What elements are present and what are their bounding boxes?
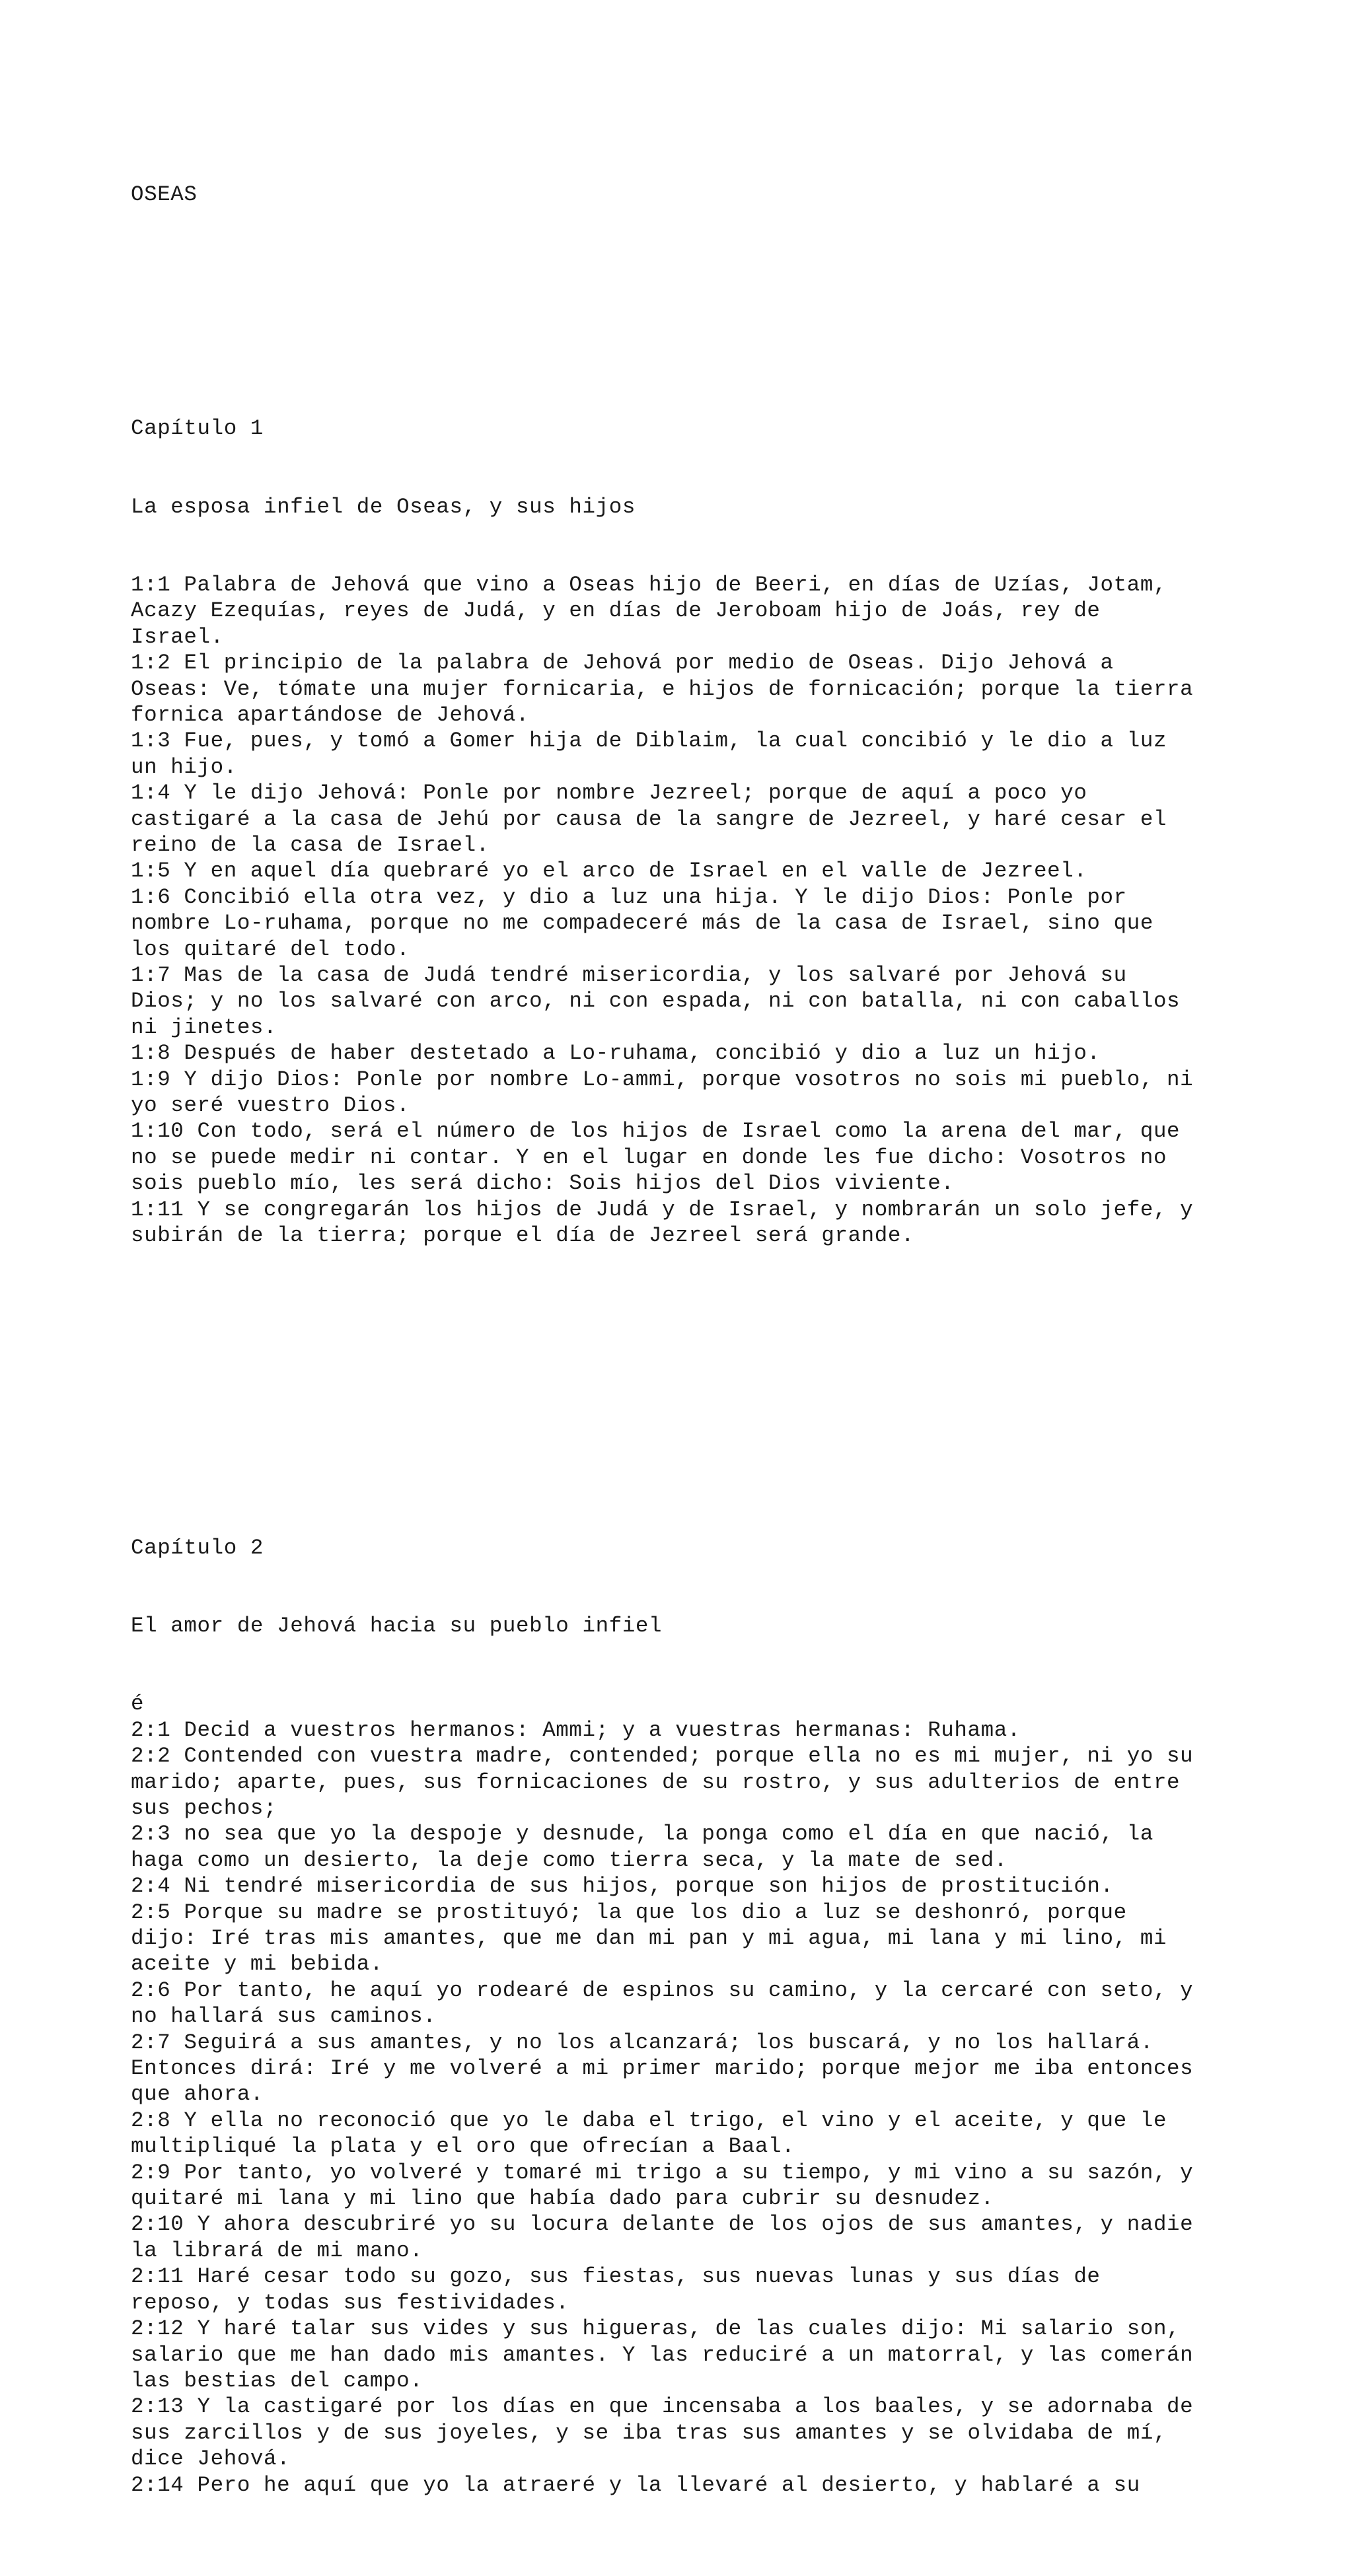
verse-line: las bestias del campo. [131,2368,423,2393]
verse-line: 2:2 Contended con vuestra madre, contended; porque ella no es mi mujer, ni yo su [131,1744,1194,1769]
verse-line: reino de la casa de Israel. [131,832,490,857]
verse-line: 1:11 Y se congregarán los hijos de Judá y de Israel, y nombrarán un solo jefe, y [131,1197,1194,1222]
verse-line: 2:6 Por tanto, he aquí yo rodearé de espinos su camino, y la cercaré con seto, y [131,1978,1194,2003]
verse-line: 1:4 Y le dijo Jehová: Ponle por nombre Jezreel; porque de aquí a poco yo [131,781,1087,806]
verse-line: 2:1 Decid a vuestros hermanos: Ammi; y a vuestras hermanas: Ruhama. [131,1717,1021,1742]
verse-line: sus zarcillos y de sus joyeles, y se iba tras sus amantes y se olvidaba de mí, [131,2420,1167,2445]
verse-line: Israel. [131,624,224,649]
chapter-2 [131,1483,1241,2550]
document-page [131,129,1241,2576]
chapter-verses [131,1691,1241,2498]
verse-line: la librará de mi mano. [131,2238,423,2263]
verse-line: 1:9 Y dijo Dios: Ponle por nombre Lo-ammi, porque vosotros no sois mi pueblo, ni [131,1067,1194,1092]
verse-line: dice Jehová. [131,2447,291,2472]
verse-line: sois pueblo mío, les será dicho: Sois hijos del Dios viviente. [131,1171,955,1196]
verse-line: no hallará sus caminos. [131,2004,437,2029]
verse-line: 2:9 Por tanto, yo volveré y tomaré mi trigo a su tiempo, y mi vino a su sazón, y [131,2160,1194,2185]
verse-line: dijo: Iré tras mis amantes, que me dan mi pan y mi agua, mi lana y mi lino, mi [131,1926,1167,1950]
verse-line: 1:2 El principio de la palabra de Jehová por medio de Oseas. Dijo Jehová a [131,651,1114,676]
verse-line: aceite y mi bebida. [131,1952,383,1977]
verse-line: fornica apartándose de Jehová. [131,702,530,727]
verse-line: subirán de la tierra; porque el día de Jezreel será grande. [131,1223,915,1248]
verse-line: nombre Lo-ruhama, porque no me compadeceré más de la casa de Israel, sino que [131,911,1153,936]
spacer [131,1378,1241,1404]
book-title: OSEAS [131,182,198,207]
verse-line: no se puede medir ni contar. Y en el lugar en donde les fue dicho: Vosotros no [131,1145,1167,1170]
verse-line: 1:5 Y en aquel día quebraré yo el arco de Israel en el valle de Jezreel. [131,859,1087,884]
chapter-verses [131,572,1241,1249]
chapter-heading: Capítulo 2 [131,1535,264,1560]
verse-line: haga como un desierto, la deje como tierra seca, y la mate de sed. [131,1847,1007,1873]
verse-line: 2:13 Y la castigaré por los días en que incensaba a los baales, y se adornaba de [131,2394,1194,2419]
verse-line: 1:8 Después de haber destetado a Lo-ruhama, concibió y dio a luz un hijo. [131,1041,1101,1066]
verse-line: é [131,1692,145,1717]
verse-line: 2:10 Y ahora descubriré yo su locura delante de los ojos de sus amantes, y nadie [131,2212,1194,2237]
verse-line: 2:12 Y haré talar sus vides y sus higueras, de las cuales dijo: Mi salario son, [131,2316,1181,2342]
chapter-heading: Capítulo 1 [131,416,264,441]
verse-line: 2:5 Porque su madre se prostituyó; la que los dio a luz se deshonró, porque [131,1900,1127,1925]
verse-line: 1:10 Con todo, será el número de los hijos de Israel como la arena del mar, que [131,1119,1181,1144]
verse-line: marido; aparte, pues, sus fornicaciones de su rostro, y sus adulterios de entre [131,1770,1181,1795]
verse-line: Dios; y no los salvaré con arco, ni con espada, ni con batalla, ni con caballos [131,989,1181,1014]
verse-line: quitaré mi lana y mi lino que había dado para cubrir su desnudez. [131,2186,994,2211]
chapter-subtitle: La esposa infiel de Oseas, y sus hijos [131,494,636,519]
verse-line: 1:3 Fue, pues, y tomó a Gomer hija de Diblaim, la cual concibió y le dio a luz [131,729,1167,754]
verse-line: Oseas: Ve, tómate una mujer fornicaria, e hijos de fornicación; porque la tierra [131,676,1194,701]
chapter-1 [131,364,1241,1301]
verse-line: sus pechos; [131,1795,277,1820]
verse-line: Entonces dirá: Iré y me volveré a mi primer marido; porque mejor me iba entonces [131,2056,1194,2081]
verse-line: 2:7 Seguirá a sus amantes, y no los alcanzará; los buscará, y no los hallará. [131,2030,1153,2055]
verse-line: ni jinetes. [131,1015,277,1040]
verse-line: 2:14 Pero he aquí que yo la atraeré y la llevaré al desierto, y hablaré a su [131,2472,1140,2497]
verse-line: salario que me han dado mis amantes. Y las reduciré a un matorral, y las comerán [131,2342,1194,2367]
verse-line: un hijo. [131,754,237,779]
verse-line: 1:1 Palabra de Jehová que vino a Oseas hijo de Beeri, en días de Uzías, Jotam, [131,572,1167,597]
verse-line: multipliqué la plata y el oro que ofrecían a Baal. [131,2134,795,2159]
verse-line: los quitaré del todo. [131,937,410,962]
verse-line: 2:11 Haré cesar todo su gozo, sus fiestas, sus nuevas lunas y sus días de [131,2264,1101,2289]
verse-line: 2:8 Y ella no reconoció que yo le daba el trigo, el vino y el aceite, y que le [131,2108,1167,2133]
verse-line: 2:3 no sea que yo la despoje y desnude, la ponga como el día en que nació, la [131,1822,1153,1847]
verse-line: reposo, y todas sus festividades. [131,2290,569,2315]
verse-line: Acazy Ezequías, reyes de Judá, y en días de Jeroboam hijo de Joás, rey de [131,598,1101,624]
verse-line: castigaré a la casa de Jehú por causa de la sangre de Jezreel, y haré cesar el [131,806,1167,832]
spacer [131,260,1241,285]
verse-line: 2:4 Ni tendré misericordia de sus hijos, porque son hijos de prostitución. [131,1874,1114,1899]
verse-line: yo seré vuestro Dios. [131,1093,410,1118]
verse-line: 1:7 Mas de la casa de Judá tendré misericordia, y los salvaré por Jehová su [131,962,1127,987]
verse-line: que ahora. [131,2082,264,2107]
verse-line: 1:6 Concibió ella otra vez, y dio a luz una hija. Y le dijo Dios: Ponle por [131,884,1127,910]
chapter-subtitle: El amor de Jehová hacia su pueblo infiel [131,1614,663,1639]
